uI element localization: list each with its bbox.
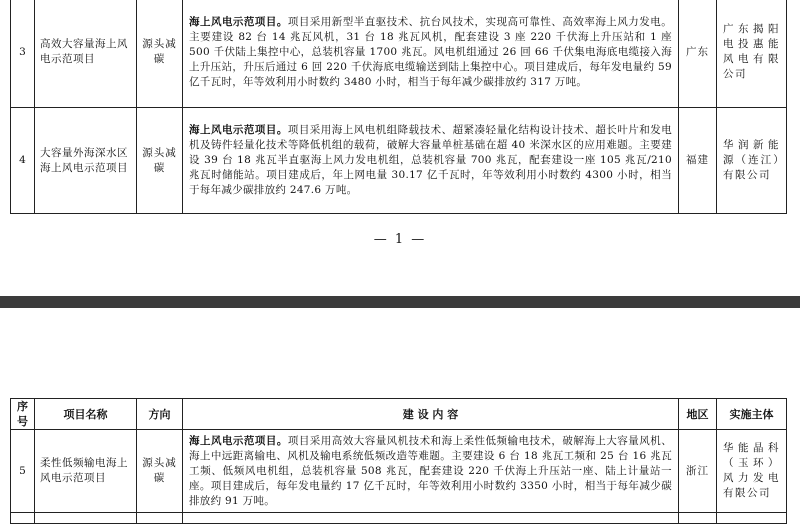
projects-table-continued [10,0,787,214]
project-direction: 源头减碳 [137,108,183,214]
project-name: 大容量外海深水区海上风电示范项目 [35,108,137,214]
header-content: 建 设 内 容 [183,399,679,430]
table-row [11,0,787,108]
project-region: 福建 [679,108,717,214]
page-separator [0,286,800,318]
table-row [11,108,787,214]
project-content [183,108,679,214]
implementing-entity: 华能晶科（玉环）风力发电有限公司 [717,430,787,513]
content-body: 项目采用高效大容量风机技术和海上柔性低频输电技术，破解海上大容量风机、海上中远距离输电、风机及输电系统低频改造等难题。主要建设 6 台 18 兆瓦工频和 25 台 16 兆瓦工频、低频风电机组，总装机容量 508 兆瓦，配套建设 220 千伏海上升压站一座、陆上计量站一座。项目建成后，每年发电量约 17 亿千瓦时，年等效利用小时数约 3350 小时，相当于每年减少碳排放约 91 万吨。 [189,434,673,507]
project-direction: 源头减碳 [137,430,183,513]
project-region: 广东 [679,0,717,108]
page-number: — 1 — [373,232,427,247]
header-direction: 方向 [137,399,183,430]
table-header-row [11,399,787,430]
content-heading: 海上风电示范项目。 [189,15,288,28]
header-region: 地区 [679,399,717,430]
content-heading: 海上风电示范项目。 [189,434,288,447]
implementing-entity: 广东揭阳电投惠能风电有限公司 [717,0,787,108]
document-page-bottom [0,318,800,520]
project-region: 浙江 [679,430,717,513]
table-row [11,430,787,513]
header-name: 项目名称 [35,399,137,430]
project-name: 高效大容量海上风电示范项目 [35,0,137,108]
page-separator-band [0,296,800,308]
implementing-entity: 华润新能源（连江）有限公司 [717,108,787,214]
row-index: 4 [11,108,35,214]
content-body: 项目采用新型半直驱技术、抗台风技术，实现高可靠性、高效率海上风力发电。主要建设 82 台 14 兆瓦风机，31 台 18 兆瓦风机，配套建设 3 座 220 千伏海上升压站和 1 座 500 千伏陆上集控中心，总装机容量 1700 兆瓦。风电机组通过 26 回 66 千伏集电海底电缆接入海上升压站，升压后通过 6 回 220 千伏海底电缆输送到陆上集控中心。项目建成后，每年发电量约 59 亿千瓦时，年等效利用小时数约 3480 小时，相当于每年减少碳排放约 317 万吨。 [189,15,673,88]
row-index: 3 [11,0,35,108]
project-content [183,430,679,513]
content-heading: 海上风电示范项目。 [189,124,288,136]
project-name: 柔性低频输电海上风电示范项目 [35,430,137,513]
header-entity: 实施主体 [717,399,787,430]
row-index: 5 [11,430,35,513]
header-index: 序号 [11,399,35,430]
project-direction: 源头减碳 [137,0,183,108]
content-body: 项目采用海上风电机组降载技术、超紧凑轻量化结构设计技术、超长叶片和发电机及铸件轻量化技术等降低机组的载荷，破解大容量单桩基础在超 40 米深水区的应用难题。主要建设 39 台 18 兆瓦半直驱海上风力发电机组，总装机容量 700 兆瓦，配套建设一座 105 兆瓦/210 兆瓦时储能站。项目建成后，年上网电量 30.17 亿千瓦时，年等效利用小时数约 4300 小时，相当于每年减少碳排放约 247.6 万吨。 [189,124,673,196]
projects-table [10,398,787,524]
project-content [183,0,679,108]
table-row-partial [11,513,787,524]
